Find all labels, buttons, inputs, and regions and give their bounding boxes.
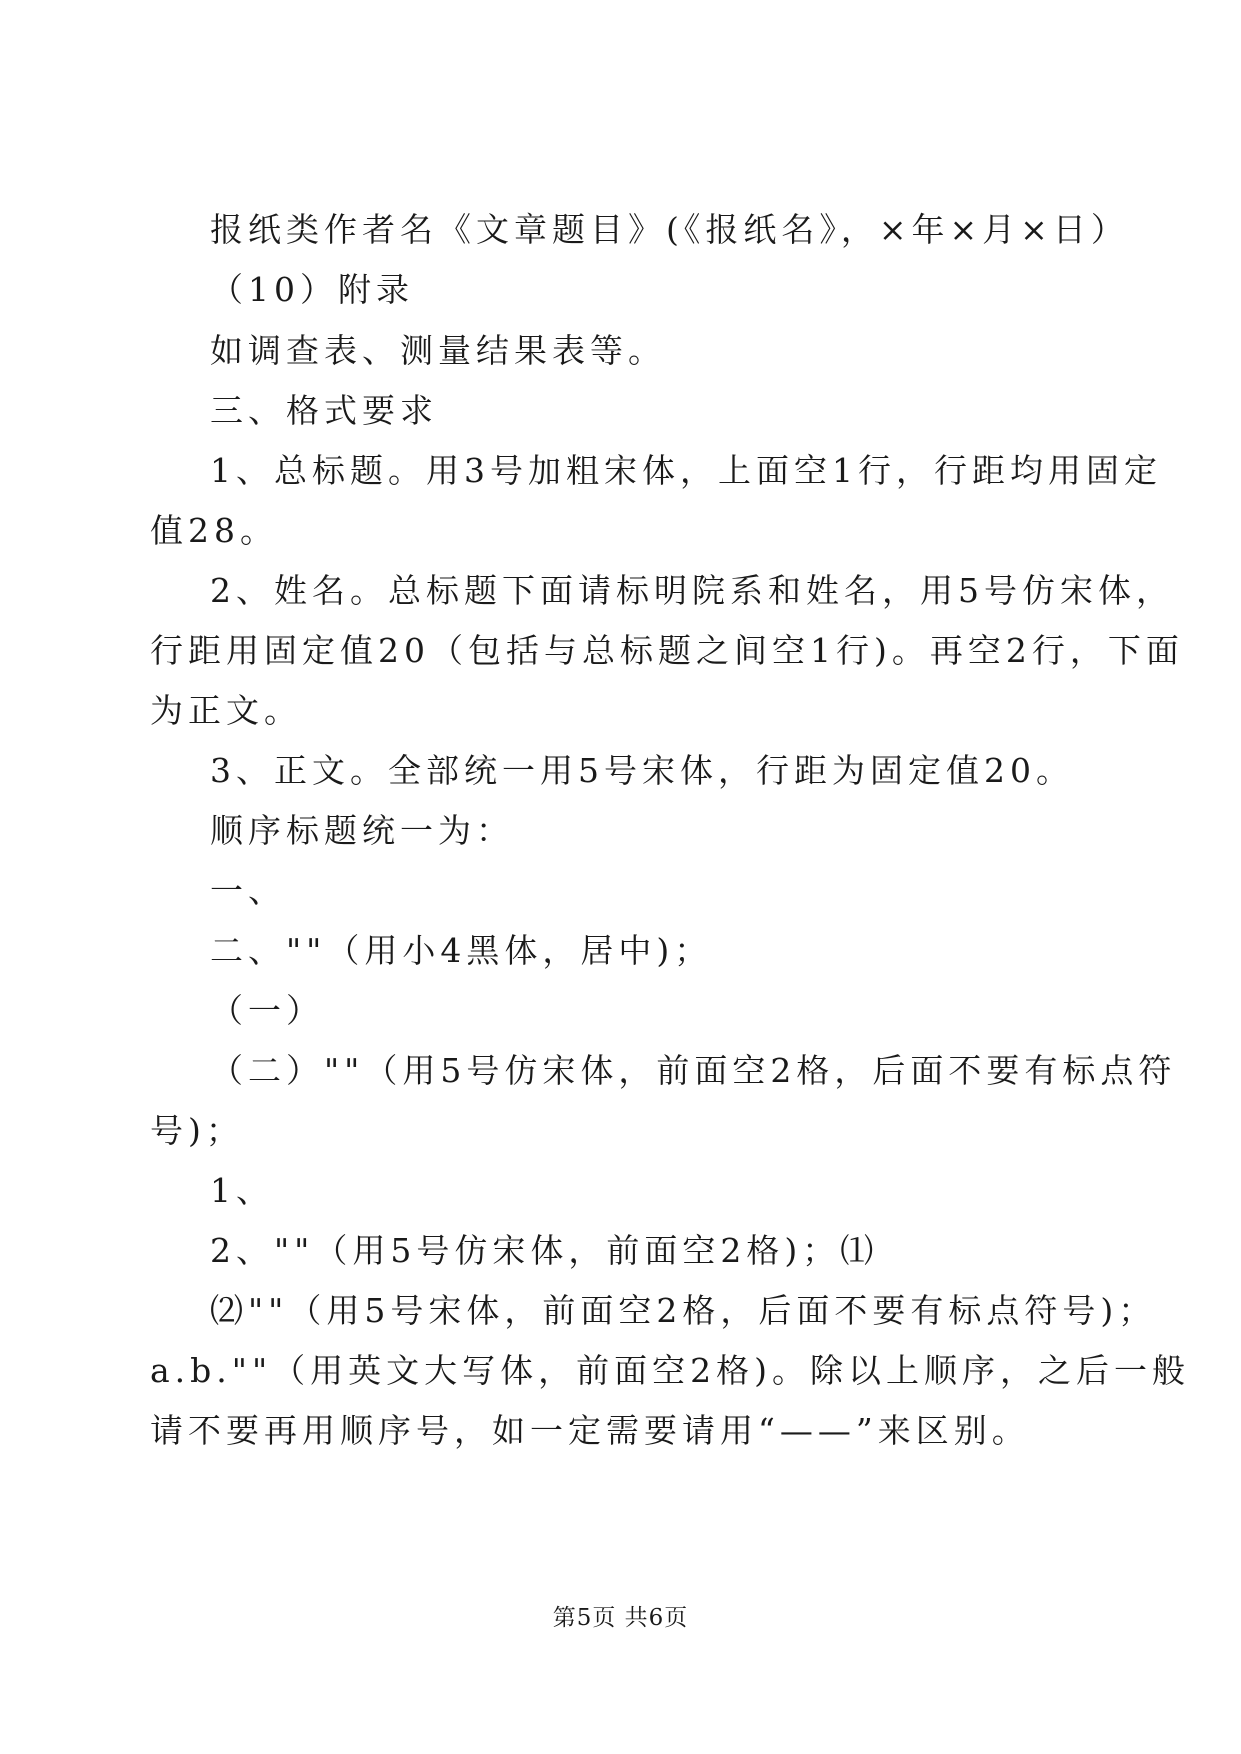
paragraph-body-rule: 3、正文。全部统一用5号宋体，行距为固定值20。 [210, 751, 1074, 790]
order-item-one: 一、 [210, 871, 286, 910]
paragraph-name-rule-end: 为正文。 [150, 691, 302, 730]
order-item-two: 二、""（用小4黑体，居中)； [210, 931, 713, 970]
paragraph-name-rule: 2、姓名。总标题下面请标明院系和姓名，用5号仿宋体， [210, 571, 1174, 610]
order-item-letters: a.b.""（用英文大写体，前面空2格)。除以上顺序，之后一般 [150, 1351, 1191, 1390]
order-item-paren-two: （二）""（用5号仿宋体，前面空2格，后面不要有标点符 [210, 1051, 1177, 1090]
order-item-circled-two: ⑵""（用5号宋体，前面空2格，后面不要有标点符号)； [210, 1291, 1157, 1330]
reference-format-newspaper: 报纸类作者名《文章题目》(《报纸名》，×年×月×日） [210, 210, 1129, 249]
order-item-arabic-two: 2、""（用5号仿宋体，前面空2格)；⑴ [210, 1231, 879, 1270]
paragraph-name-rule-cont: 行距用固定值20（包括与总标题之间空1行)。再空2行，下面 [150, 631, 1184, 670]
order-item-paren-one: （一） [210, 991, 324, 1030]
section-heading-appendix: （10）附录 [210, 270, 414, 309]
paragraph-order-heading: 顺序标题统一为： [210, 811, 514, 850]
paragraph-appendix-examples: 如调查表、测量结果表等。 [210, 331, 666, 370]
order-item-letters-cont: 请不要再用顺序号，如一定需要请用“——”来区别。 [150, 1411, 1030, 1450]
page-number-footer: 第5页 共6页 [552, 1605, 689, 1631]
order-item-arabic-one: 1、 [210, 1171, 274, 1210]
paragraph-title-rule-cont: 值28。 [150, 511, 278, 550]
paragraph-title-rule: 1、总标题。用3号加粗宋体，上面空1行，行距均用固定 [210, 451, 1162, 490]
section-heading-format-requirements: 三、格式要求 [210, 391, 438, 430]
order-item-paren-two-cont: 号)； [150, 1111, 244, 1150]
